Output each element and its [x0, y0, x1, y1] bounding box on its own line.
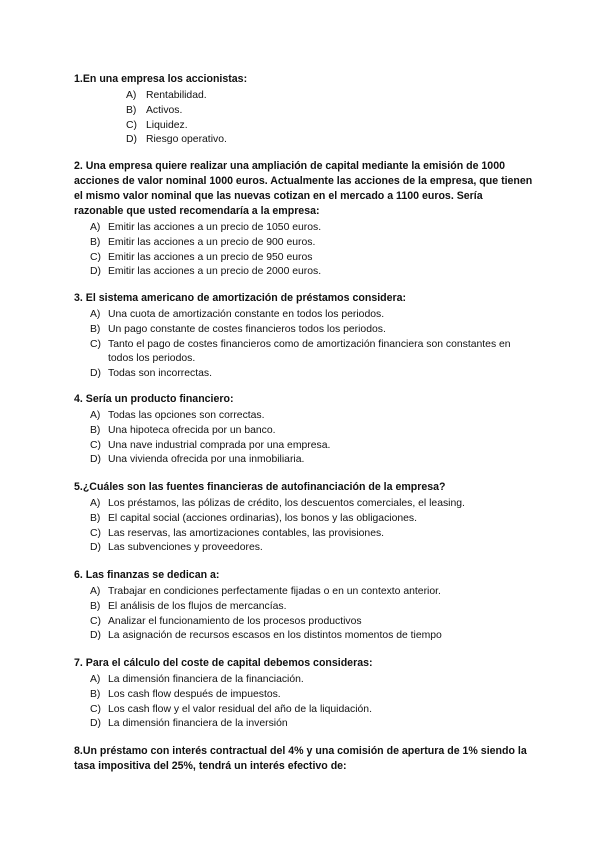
- question-6-option-a: [74, 585, 534, 600]
- option-text: La dimensión financiera de la financiación.: [108, 674, 304, 685]
- question-1-option-c: [74, 119, 534, 134]
- option-text: El análisis de los flujos de mercancías.: [108, 600, 287, 612]
- question-6-option-b: [74, 600, 534, 615]
- question-1-option-d: [74, 133, 534, 148]
- option-letter: A): [90, 674, 101, 685]
- option-letter: C): [90, 615, 101, 627]
- option-text: Los cash flow y el valor residual del año de la liquidación.: [108, 703, 372, 715]
- question-1-title: 1.En una empresa los accionistas:: [74, 73, 248, 85]
- option-text: Riesgo operativo.: [146, 134, 227, 146]
- question-6-option-d: [74, 629, 534, 644]
- option-text: Una nave industrial comprada por una empresa.: [108, 439, 331, 451]
- option-text: La dimensión financiera de la inversión: [108, 718, 288, 730]
- option-text: Emitir las acciones a un precio de 900 euros.: [108, 236, 316, 248]
- option-letter: B): [90, 424, 101, 436]
- question-6-option-c: [74, 615, 534, 630]
- option-text: Emitir las acciones a un precio de 2000 euros.: [108, 266, 322, 278]
- question-3: [74, 291, 534, 382]
- question-7-option-c: [74, 703, 534, 718]
- question-2-title: 2. Una empresa quiere realizar una ampliación de capital mediante la emisión de 1000 acciones de valor nominal 1000 euros. Actualmente las acciones de la empresa, que tienen el mismo valor nominal que las nuevas cotizan en el mercado a 1100 euros. Sería razonable que usted recomendaría a la empresa:: [74, 160, 533, 217]
- option-text: Analizar el funcionamiento de los procesos productivos: [108, 615, 362, 627]
- option-text: Rentabilidad.: [146, 90, 207, 101]
- question-7-option-a: [74, 673, 534, 688]
- option-letter: C): [126, 119, 137, 131]
- option-letter: D): [90, 630, 101, 642]
- option-letter: D): [90, 266, 101, 278]
- option-letter: D): [90, 718, 101, 730]
- question-5-title: 5.¿Cuáles son las fuentes financieras de autofinanciación de la empresa?: [74, 481, 446, 493]
- option-text: Una vivienda ofrecida por una inmobiliaria.: [108, 454, 305, 466]
- option-text: Todas las opciones son correctas.: [108, 410, 265, 421]
- option-letter: C): [90, 439, 101, 451]
- question-6: [74, 568, 534, 644]
- option-text: Una hipoteca ofrecida por un banco.: [108, 424, 276, 436]
- option-text: Liquidez.: [146, 119, 188, 131]
- question-3-option-d: [74, 367, 534, 382]
- question-5-option-c: [74, 527, 534, 542]
- option-letter: D): [90, 542, 101, 554]
- option-letter: B): [90, 236, 101, 248]
- option-letter: B): [90, 323, 101, 335]
- question-2: [74, 159, 534, 280]
- option-text: Las reservas, las amortizaciones contables, las provisiones.: [108, 527, 385, 539]
- question-4-option-a: [74, 409, 534, 424]
- option-letter: B): [126, 104, 137, 116]
- option-text: Emitir las acciones a un precio de 950 euros: [108, 251, 313, 263]
- option-letter: D): [90, 368, 101, 380]
- option-text: Tanto el pago de costes financieros como de amortización financiera son constantes en todos los periodos.: [108, 338, 511, 365]
- question-3-title: 3. El sistema americano de amortización de préstamos considera:: [74, 292, 407, 304]
- option-letter: A): [90, 222, 101, 233]
- option-letter: C): [90, 703, 101, 715]
- option-letter: A): [90, 498, 101, 509]
- question-5-option-d: [74, 541, 534, 556]
- option-text: La asignación de recursos escasos en los distintos momentos de tiempo: [108, 630, 442, 642]
- question-2-option-b: [74, 236, 534, 251]
- option-letter: B): [90, 688, 101, 700]
- option-text: Las subvenciones y proveedores.: [108, 542, 263, 554]
- option-text: Todas son incorrectas.: [108, 368, 212, 380]
- option-letter: A): [90, 410, 101, 421]
- question-4: [74, 392, 534, 468]
- question-6-title: 6. Las finanzas se dedican a:: [74, 569, 220, 581]
- question-5-option-a: [74, 497, 534, 512]
- option-letter: C): [90, 527, 101, 539]
- option-text: Emitir las acciones a un precio de 1050 euros.: [108, 222, 322, 233]
- question-1-option-a: [74, 89, 534, 104]
- option-text: Un pago constante de costes financieros todos los periodos.: [108, 323, 386, 335]
- question-8: [74, 744, 534, 776]
- option-text: Una cuota de amortización constante en todos los periodos.: [108, 309, 385, 320]
- option-letter: C): [90, 251, 101, 263]
- question-4-option-c: [74, 439, 534, 454]
- option-text: Activos.: [146, 104, 183, 116]
- question-2-option-c: [74, 251, 534, 266]
- question-8-title: 8.Un préstamo con interés contractual del 4% y una comisión de apertura de 1% siendo la tasa impositiva del 25%, tendrá un interés efectivo de:: [74, 745, 527, 772]
- option-text: Trabajar en condiciones perfectamente fijadas o en un contexto anterior.: [108, 586, 441, 597]
- question-3-option-a: [74, 308, 534, 323]
- question-1-option-b: [74, 104, 534, 119]
- option-text: Los cash flow después de impuestos.: [108, 688, 281, 700]
- question-4-title: 4. Sería un producto financiero:: [74, 393, 234, 405]
- option-letter: D): [126, 134, 137, 146]
- question-2-option-a: [74, 221, 534, 236]
- option-letter: B): [90, 512, 101, 524]
- option-text: El capital social (acciones ordinarias), los bonos y las obligaciones.: [108, 512, 417, 524]
- question-7-option-d: [74, 717, 534, 732]
- question-3-option-c: [74, 338, 534, 368]
- question-5: [74, 480, 534, 556]
- question-2-option-d: [74, 265, 534, 280]
- option-letter: C): [90, 338, 101, 350]
- question-1: [74, 72, 534, 148]
- option-letter: B): [90, 600, 101, 612]
- option-letter: D): [90, 454, 101, 466]
- option-text: Los préstamos, las pólizas de crédito, los descuentos comerciales, el leasing.: [108, 498, 465, 509]
- option-letter: A): [90, 586, 101, 597]
- question-5-option-b: [74, 512, 534, 527]
- question-4-option-d: [74, 453, 534, 468]
- question-7-option-b: [74, 688, 534, 703]
- question-4-option-b: [74, 424, 534, 439]
- question-3-option-b: [74, 323, 534, 338]
- question-7-title: 7. Para el cálculo del coste de capital debemos consideras:: [74, 657, 373, 669]
- option-letter: A): [126, 90, 137, 101]
- question-7: [74, 656, 534, 732]
- option-letter: A): [90, 309, 101, 320]
